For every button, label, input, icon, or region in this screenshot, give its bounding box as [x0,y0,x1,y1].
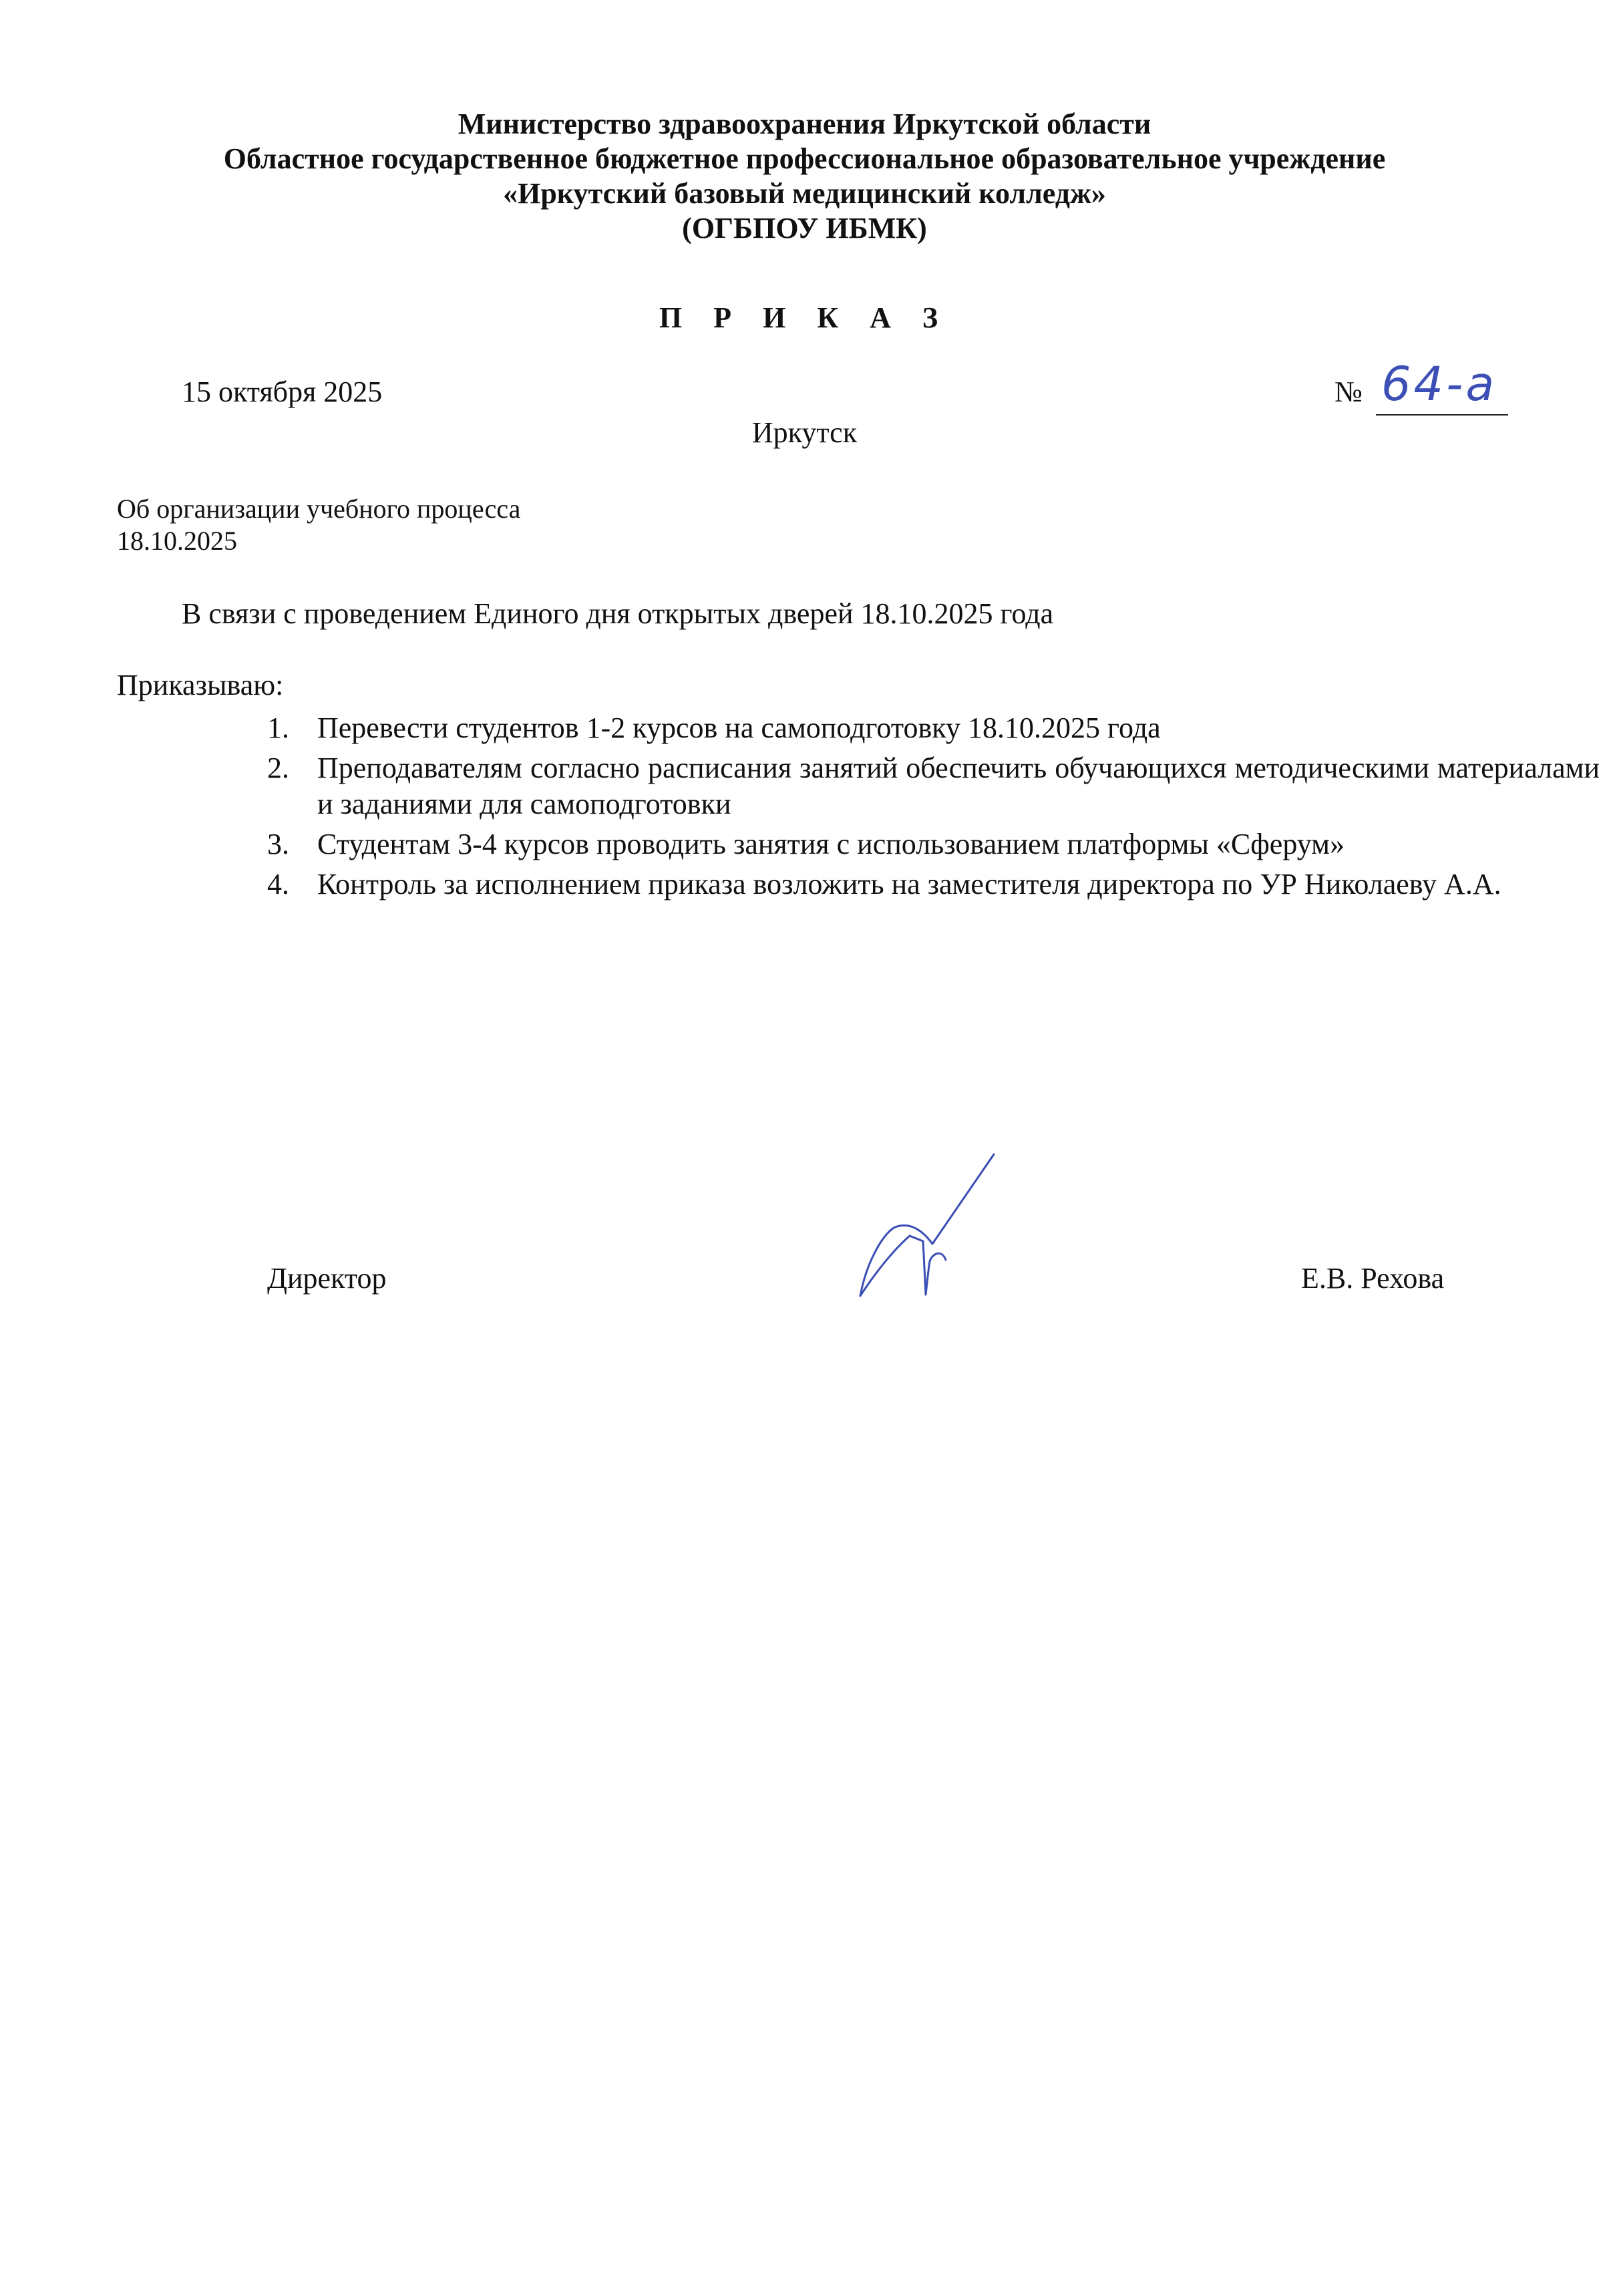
ministry-name: Министерство здравоохранения Иркутской области [458,108,1151,140]
college-name: «Иркутский базовый медицинский колледж» [503,177,1106,210]
intro-paragraph: В связи с проведением Единого дня открытых дверей 18.10.2025 года [182,597,1054,630]
order-city: Иркутск [751,416,858,449]
item-text: Контроль за исполнением приказа возложить на заместителя директора по УР Николаеву А.А. [317,868,1501,900]
number-sign: № [1334,375,1363,408]
item-text: Преподавателям согласно расписания занятий обеспечить обучающихся методическими материалами и заданиями для самоподготовки [317,752,1600,820]
orders-label: Приказываю: [117,669,284,701]
order-title: П Р И К А З [659,301,950,334]
list-item [267,866,1600,903]
list-item [267,826,1600,862]
institution-name: Областное государственное бюджетное профессиональное образовательное учреждение [223,142,1386,175]
order-number-block [1334,357,1535,421]
order-date: 15 октября 2025 [182,375,383,408]
subject-line: Об организации учебного процесса [117,494,521,524]
list-item [267,710,1600,746]
list-item [267,750,1600,822]
item-number: 3. [267,828,289,860]
item-number: 1. [267,711,289,744]
item-text: Студентам 3-4 курсов проводить занятия с использованием платформы «Сферум» [317,828,1345,860]
document-header [0,107,1609,246]
signer-name: Е.В. Рехова [1301,1262,1445,1295]
handwritten-signature [808,1149,1009,1323]
subject-date: 18.10.2025 [117,526,237,556]
item-number: 2. [267,752,289,784]
order-items-list [267,710,1600,907]
item-number: 4. [267,868,289,900]
item-text: Перевести студентов 1-2 курсов на самоподготовку 18.10.2025 года [317,711,1161,744]
order-number-handwritten: 64-а [1381,357,1497,412]
order-subject [117,493,520,557]
signer-position: Директор [267,1262,387,1295]
institution-abbreviation: (ОГБПОУ ИБМК) [682,212,927,244]
